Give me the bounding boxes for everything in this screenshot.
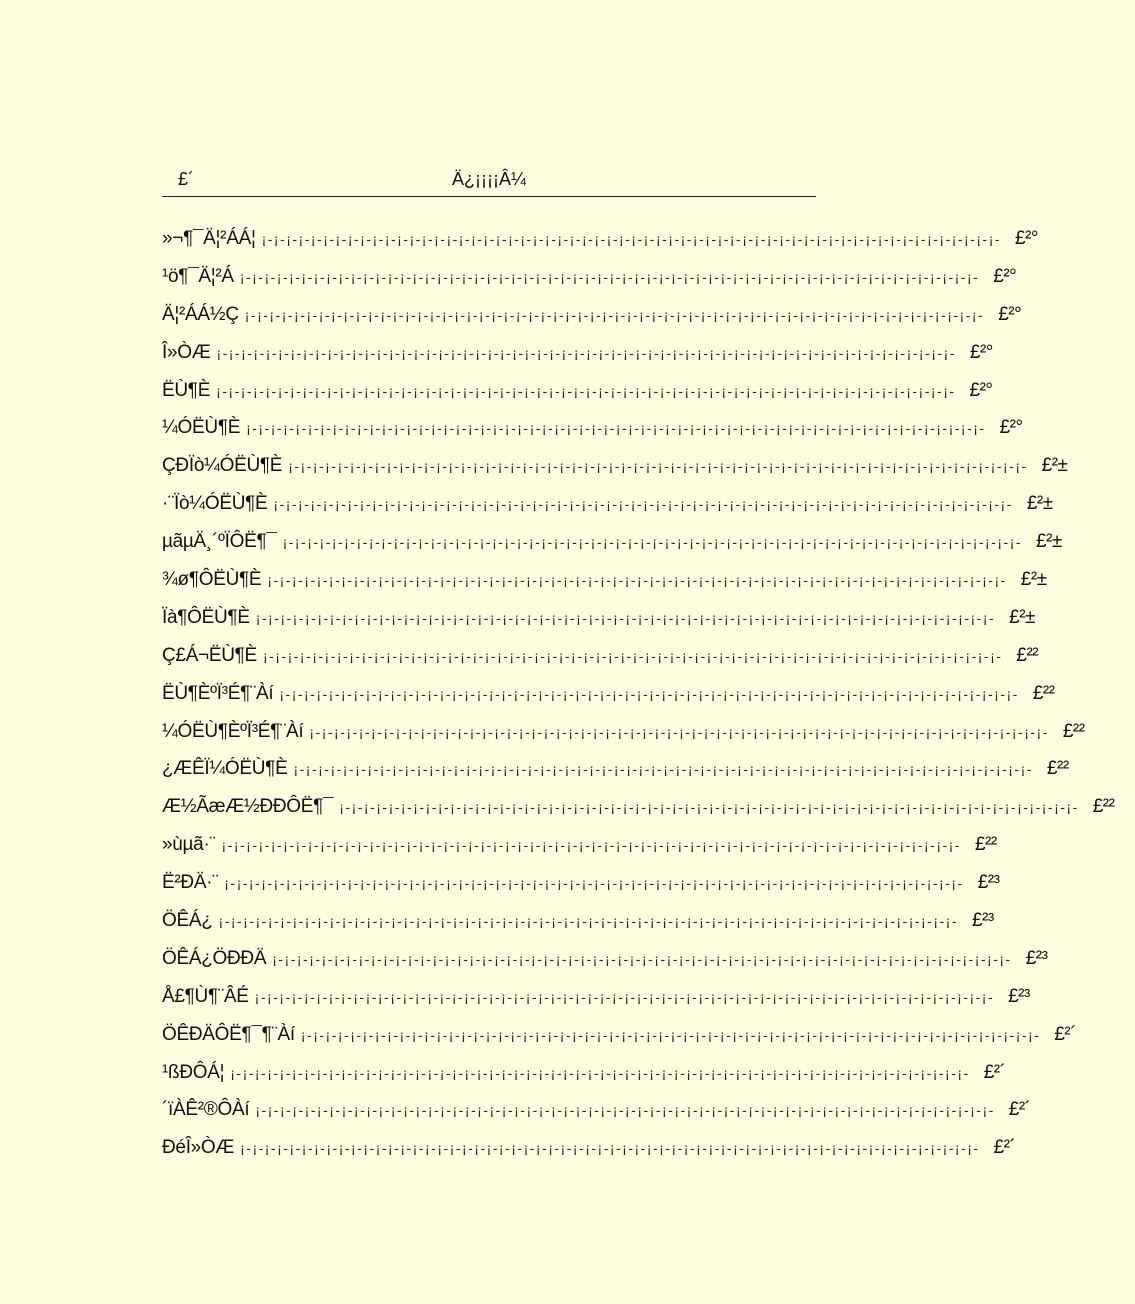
toc-entry[interactable]: [162, 258, 1017, 296]
toc-entry-page: £²°: [993, 265, 1017, 287]
toc-entry-page: £²²: [1032, 682, 1055, 704]
toc-entry[interactable]: [162, 637, 1039, 675]
dot-leader: ¡-¡-¡-¡-¡-¡-¡-¡-¡-¡-¡-¡-¡-¡-¡-¡-¡-¡-¡-¡-¡-¡-¡-¡-¡-¡-¡-¡-¡-¡-¡-¡-¡-¡-¡-¡-¡-¡-¡-¡-¡-¡-¡-¡-¡-¡-¡-¡-¡-¡-¡-¡-¡-¡-¡-¡-¡-¡-¡-¡-: [309, 723, 1049, 740]
toc-entry-page: £²³: [1008, 985, 1030, 1007]
toc-entry-page: £²´: [993, 1137, 1016, 1159]
toc-entry-page: £²±: [1020, 568, 1047, 590]
dot-leader: ¡-¡-¡-¡-¡-¡-¡-¡-¡-¡-¡-¡-¡-¡-¡-¡-¡-¡-¡-¡-¡-¡-¡-¡-¡-¡-¡-¡-¡-¡-¡-¡-¡-¡-¡-¡-¡-¡-¡-¡-¡-¡-¡-¡-¡-¡-¡-¡-¡-¡-¡-¡-¡-¡-¡-¡-¡-¡-¡-¡-: [224, 875, 964, 892]
toc-entry-title: ·¨Ïò¼ÓËÙ¶È: [162, 493, 268, 515]
dot-leader: ¡-¡-¡-¡-¡-¡-¡-¡-¡-¡-¡-¡-¡-¡-¡-¡-¡-¡-¡-¡-¡-¡-¡-¡-¡-¡-¡-¡-¡-¡-¡-¡-¡-¡-¡-¡-¡-¡-¡-¡-¡-¡-¡-¡-¡-¡-¡-¡-¡-¡-¡-¡-¡-¡-¡-¡-¡-¡-¡-¡-: [255, 1102, 995, 1119]
toc-entry-page: £²²: [1046, 758, 1069, 780]
toc-entry-title: Ç£Á¬ËÙ¶È: [162, 644, 257, 666]
header-rule: [162, 196, 816, 197]
toc-entry-page: £²´: [1008, 1099, 1031, 1121]
toc-entry[interactable]: [162, 447, 1068, 485]
toc-entry-page: £²²: [1062, 720, 1085, 742]
toc-entry[interactable]: [162, 902, 994, 940]
toc-entry[interactable]: [162, 713, 1085, 751]
toc-entry-page: £²³: [977, 872, 1000, 894]
toc-entry-page: £²°: [1015, 227, 1039, 249]
toc-entry-title: ¹ßÐÔÁ¦: [162, 1061, 225, 1083]
dot-leader: ¡-¡-¡-¡-¡-¡-¡-¡-¡-¡-¡-¡-¡-¡-¡-¡-¡-¡-¡-¡-¡-¡-¡-¡-¡-¡-¡-¡-¡-¡-¡-¡-¡-¡-¡-¡-¡-¡-¡-¡-¡-¡-¡-¡-¡-¡-¡-¡-¡-¡-¡-¡-¡-¡-¡-¡-¡-¡-¡-¡-: [282, 534, 1023, 551]
toc-entry[interactable]: [162, 296, 1022, 334]
toc-entry-title: ¾ø¶ÔËÙ¶È: [162, 568, 262, 590]
page-title: Ä¿¡¡¡¡Â¼: [452, 169, 526, 189]
toc-entry-title: ÐéÎ»ÒÆ: [162, 1137, 235, 1159]
dot-leader: ¡-¡-¡-¡-¡-¡-¡-¡-¡-¡-¡-¡-¡-¡-¡-¡-¡-¡-¡-¡-¡-¡-¡-¡-¡-¡-¡-¡-¡-¡-¡-¡-¡-¡-¡-¡-¡-¡-¡-¡-¡-¡-¡-¡-¡-¡-¡-¡-¡-¡-¡-¡-¡-¡-¡-¡-¡-¡-¡-¡-: [279, 685, 1019, 702]
dot-leader: ¡-¡-¡-¡-¡-¡-¡-¡-¡-¡-¡-¡-¡-¡-¡-¡-¡-¡-¡-¡-¡-¡-¡-¡-¡-¡-¡-¡-¡-¡-¡-¡-¡-¡-¡-¡-¡-¡-¡-¡-¡-¡-¡-¡-¡-¡-¡-¡-¡-¡-¡-¡-¡-¡-¡-¡-¡-¡-¡-¡-: [267, 571, 1007, 588]
toc-entry[interactable]: [162, 788, 1115, 826]
page-number: £´: [178, 169, 195, 189]
toc-entry-page: £²°: [969, 379, 993, 401]
toc-entry-page: £²²: [1016, 644, 1039, 666]
dot-leader: ¡-¡-¡-¡-¡-¡-¡-¡-¡-¡-¡-¡-¡-¡-¡-¡-¡-¡-¡-¡-¡-¡-¡-¡-¡-¡-¡-¡-¡-¡-¡-¡-¡-¡-¡-¡-¡-¡-¡-¡-¡-¡-¡-¡-¡-¡-¡-¡-¡-¡-¡-¡-¡-¡-¡-¡-¡-¡-¡-¡-: [216, 382, 956, 399]
toc-entry-page: £²³: [971, 909, 994, 931]
toc-entry-page: £²±: [1009, 606, 1035, 628]
toc-entry-title: ´ïÀÊ²®ÔÀí: [162, 1099, 250, 1121]
toc-entry[interactable]: [162, 940, 1048, 978]
toc-entry-title: ÖÊÁ¿: [162, 909, 213, 931]
toc-entry-title: »ùµã·¨: [162, 834, 216, 856]
toc-entry[interactable]: [162, 334, 993, 372]
toc-entry[interactable]: [162, 523, 1062, 561]
dot-leader: ¡-¡-¡-¡-¡-¡-¡-¡-¡-¡-¡-¡-¡-¡-¡-¡-¡-¡-¡-¡-¡-¡-¡-¡-¡-¡-¡-¡-¡-¡-¡-¡-¡-¡-¡-¡-¡-¡-¡-¡-¡-¡-¡-¡-¡-¡-¡-¡-¡-¡-¡-¡-¡-¡-¡-¡-¡-¡-¡-¡-: [240, 1140, 980, 1157]
toc-entry[interactable]: [162, 409, 1023, 447]
toc-entry-title: Æ½ÃæÆ½ÐÐÔË¶¯: [162, 796, 334, 818]
toc-entry-title: Î»ÒÆ: [162, 341, 211, 363]
toc-entry[interactable]: [162, 561, 1047, 599]
dot-leader: ¡-¡-¡-¡-¡-¡-¡-¡-¡-¡-¡-¡-¡-¡-¡-¡-¡-¡-¡-¡-¡-¡-¡-¡-¡-¡-¡-¡-¡-¡-¡-¡-¡-¡-¡-¡-¡-¡-¡-¡-¡-¡-¡-¡-¡-¡-¡-¡-¡-¡-¡-¡-¡-¡-¡-¡-¡-¡-¡-¡-: [246, 420, 986, 437]
toc-entry[interactable]: [162, 864, 1000, 902]
toc-entry-title: ¼ÓËÙ¶ÈºÏ³É¶¨Àí: [162, 720, 304, 742]
dot-leader: ¡-¡-¡-¡-¡-¡-¡-¡-¡-¡-¡-¡-¡-¡-¡-¡-¡-¡-¡-¡-¡-¡-¡-¡-¡-¡-¡-¡-¡-¡-¡-¡-¡-¡-¡-¡-¡-¡-¡-¡-¡-¡-¡-¡-¡-¡-¡-¡-¡-¡-¡-¡-¡-¡-¡-¡-¡-¡-¡-¡-: [262, 647, 1003, 664]
toc-entry[interactable]: [162, 675, 1055, 713]
dot-leader: ¡-¡-¡-¡-¡-¡-¡-¡-¡-¡-¡-¡-¡-¡-¡-¡-¡-¡-¡-¡-¡-¡-¡-¡-¡-¡-¡-¡-¡-¡-¡-¡-¡-¡-¡-¡-¡-¡-¡-¡-¡-¡-¡-¡-¡-¡-¡-¡-¡-¡-¡-¡-¡-¡-¡-¡-¡-¡-¡-¡-: [230, 1064, 970, 1081]
toc-entry[interactable]: [162, 1016, 1077, 1054]
toc-entry-page: £²°: [999, 417, 1023, 439]
toc-entry-page: £²°: [969, 341, 993, 363]
toc-entry[interactable]: [162, 485, 1053, 523]
toc-entry-page: £²±: [1026, 493, 1053, 515]
toc-entry-title: ¼ÓËÙ¶È: [162, 417, 241, 439]
toc-entry-title: ÖÊÐÄÔË¶¯¶¨Àí: [162, 1023, 295, 1045]
toc-entry-page: £²´: [983, 1061, 1006, 1083]
toc-entry-title: »¬¶¯Ä¦²ÁÁ¦: [162, 227, 256, 249]
toc-entry[interactable]: [162, 978, 1030, 1016]
dot-leader: ¡-¡-¡-¡-¡-¡-¡-¡-¡-¡-¡-¡-¡-¡-¡-¡-¡-¡-¡-¡-¡-¡-¡-¡-¡-¡-¡-¡-¡-¡-¡-¡-¡-¡-¡-¡-¡-¡-¡-¡-¡-¡-¡-¡-¡-¡-¡-¡-¡-¡-¡-¡-¡-¡-¡-¡-¡-¡-¡-¡-: [300, 1026, 1041, 1043]
dot-leader: ¡-¡-¡-¡-¡-¡-¡-¡-¡-¡-¡-¡-¡-¡-¡-¡-¡-¡-¡-¡-¡-¡-¡-¡-¡-¡-¡-¡-¡-¡-¡-¡-¡-¡-¡-¡-¡-¡-¡-¡-¡-¡-¡-¡-¡-¡-¡-¡-¡-¡-¡-¡-¡-¡-¡-¡-¡-¡-¡-¡-: [339, 799, 1079, 816]
toc-entry-title: ÇÐÏò¼ÓËÙ¶È: [162, 455, 283, 477]
toc-entry-title: ËÙ¶ÈºÏ³É¶¨Àí: [162, 682, 274, 704]
toc-entry-page: £²³: [1025, 947, 1048, 969]
toc-entry-title: Ë²ÐÄ·¨: [162, 872, 219, 894]
toc-entry-page: £²±: [1041, 455, 1068, 477]
dot-leader: ¡-¡-¡-¡-¡-¡-¡-¡-¡-¡-¡-¡-¡-¡-¡-¡-¡-¡-¡-¡-¡-¡-¡-¡-¡-¡-¡-¡-¡-¡-¡-¡-¡-¡-¡-¡-¡-¡-¡-¡-¡-¡-¡-¡-¡-¡-¡-¡-¡-¡-¡-¡-¡-¡-¡-¡-¡-¡-¡-¡-: [255, 609, 996, 626]
toc-entry-title: µãµÄ¸´ºÏÔË¶¯: [162, 531, 277, 553]
dot-leader: ¡-¡-¡-¡-¡-¡-¡-¡-¡-¡-¡-¡-¡-¡-¡-¡-¡-¡-¡-¡-¡-¡-¡-¡-¡-¡-¡-¡-¡-¡-¡-¡-¡-¡-¡-¡-¡-¡-¡-¡-¡-¡-¡-¡-¡-¡-¡-¡-¡-¡-¡-¡-¡-¡-¡-¡-¡-¡-¡-¡-: [254, 988, 995, 1005]
dot-leader: ¡-¡-¡-¡-¡-¡-¡-¡-¡-¡-¡-¡-¡-¡-¡-¡-¡-¡-¡-¡-¡-¡-¡-¡-¡-¡-¡-¡-¡-¡-¡-¡-¡-¡-¡-¡-¡-¡-¡-¡-¡-¡-¡-¡-¡-¡-¡-¡-¡-¡-¡-¡-¡-¡-¡-¡-¡-¡-¡-¡-: [272, 950, 1012, 967]
toc-entry-page: £²°: [998, 303, 1022, 325]
toc-entry-title: Ïà¶ÔËÙ¶È: [162, 606, 250, 628]
dot-leader: ¡-¡-¡-¡-¡-¡-¡-¡-¡-¡-¡-¡-¡-¡-¡-¡-¡-¡-¡-¡-¡-¡-¡-¡-¡-¡-¡-¡-¡-¡-¡-¡-¡-¡-¡-¡-¡-¡-¡-¡-¡-¡-¡-¡-¡-¡-¡-¡-¡-¡-¡-¡-¡-¡-¡-¡-¡-¡-¡-¡-: [216, 344, 956, 361]
toc-entry-title: ¹ö¶¯Ä¦²Á: [162, 265, 234, 287]
table-of-contents: [162, 220, 1115, 1167]
toc-entry-title: Ä¦²ÁÁ½Ç: [162, 303, 239, 325]
dot-leader: ¡-¡-¡-¡-¡-¡-¡-¡-¡-¡-¡-¡-¡-¡-¡-¡-¡-¡-¡-¡-¡-¡-¡-¡-¡-¡-¡-¡-¡-¡-¡-¡-¡-¡-¡-¡-¡-¡-¡-¡-¡-¡-¡-¡-¡-¡-¡-¡-¡-¡-¡-¡-¡-¡-¡-¡-¡-¡-¡-¡-: [218, 912, 958, 929]
toc-entry[interactable]: [162, 220, 1039, 258]
page-header: [162, 166, 816, 196]
toc-entry-title: ËÙ¶È: [162, 379, 211, 401]
toc-entry[interactable]: [162, 1091, 1031, 1129]
dot-leader: ¡-¡-¡-¡-¡-¡-¡-¡-¡-¡-¡-¡-¡-¡-¡-¡-¡-¡-¡-¡-¡-¡-¡-¡-¡-¡-¡-¡-¡-¡-¡-¡-¡-¡-¡-¡-¡-¡-¡-¡-¡-¡-¡-¡-¡-¡-¡-¡-¡-¡-¡-¡-¡-¡-¡-¡-¡-¡-¡-¡-: [273, 496, 1013, 513]
toc-entry-title: ¿ÆÊÏ¼ÓËÙ¶È: [162, 758, 288, 780]
toc-entry-title: ÖÊÁ¿ÖÐÐÄ: [162, 947, 267, 969]
toc-entry[interactable]: [162, 599, 1035, 637]
toc-entry[interactable]: [162, 1129, 1016, 1167]
toc-entry-title: Å£¶Ù¶¨ÂÉ: [162, 985, 249, 1007]
toc-entry-page: £²²: [1092, 796, 1115, 818]
toc-entry[interactable]: [162, 372, 993, 410]
dot-leader: ¡-¡-¡-¡-¡-¡-¡-¡-¡-¡-¡-¡-¡-¡-¡-¡-¡-¡-¡-¡-¡-¡-¡-¡-¡-¡-¡-¡-¡-¡-¡-¡-¡-¡-¡-¡-¡-¡-¡-¡-¡-¡-¡-¡-¡-¡-¡-¡-¡-¡-¡-¡-¡-¡-¡-¡-¡-¡-¡-¡-: [261, 230, 1002, 247]
toc-entry[interactable]: [162, 750, 1069, 788]
toc-entry[interactable]: [162, 826, 997, 864]
dot-leader: ¡-¡-¡-¡-¡-¡-¡-¡-¡-¡-¡-¡-¡-¡-¡-¡-¡-¡-¡-¡-¡-¡-¡-¡-¡-¡-¡-¡-¡-¡-¡-¡-¡-¡-¡-¡-¡-¡-¡-¡-¡-¡-¡-¡-¡-¡-¡-¡-¡-¡-¡-¡-¡-¡-¡-¡-¡-¡-¡-¡-: [293, 761, 1033, 778]
toc-entry-page: £²±: [1036, 531, 1062, 553]
dot-leader: ¡-¡-¡-¡-¡-¡-¡-¡-¡-¡-¡-¡-¡-¡-¡-¡-¡-¡-¡-¡-¡-¡-¡-¡-¡-¡-¡-¡-¡-¡-¡-¡-¡-¡-¡-¡-¡-¡-¡-¡-¡-¡-¡-¡-¡-¡-¡-¡-¡-¡-¡-¡-¡-¡-¡-¡-¡-¡-¡-¡-: [221, 837, 961, 854]
toc-entry-page: £²´: [1054, 1023, 1077, 1045]
dot-leader: ¡-¡-¡-¡-¡-¡-¡-¡-¡-¡-¡-¡-¡-¡-¡-¡-¡-¡-¡-¡-¡-¡-¡-¡-¡-¡-¡-¡-¡-¡-¡-¡-¡-¡-¡-¡-¡-¡-¡-¡-¡-¡-¡-¡-¡-¡-¡-¡-¡-¡-¡-¡-¡-¡-¡-¡-¡-¡-¡-¡-: [239, 268, 980, 285]
toc-entry-page: £²²: [974, 834, 997, 856]
dot-leader: ¡-¡-¡-¡-¡-¡-¡-¡-¡-¡-¡-¡-¡-¡-¡-¡-¡-¡-¡-¡-¡-¡-¡-¡-¡-¡-¡-¡-¡-¡-¡-¡-¡-¡-¡-¡-¡-¡-¡-¡-¡-¡-¡-¡-¡-¡-¡-¡-¡-¡-¡-¡-¡-¡-¡-¡-¡-¡-¡-¡-: [244, 306, 985, 323]
toc-entry[interactable]: [162, 1054, 1006, 1092]
dot-leader: ¡-¡-¡-¡-¡-¡-¡-¡-¡-¡-¡-¡-¡-¡-¡-¡-¡-¡-¡-¡-¡-¡-¡-¡-¡-¡-¡-¡-¡-¡-¡-¡-¡-¡-¡-¡-¡-¡-¡-¡-¡-¡-¡-¡-¡-¡-¡-¡-¡-¡-¡-¡-¡-¡-¡-¡-¡-¡-¡-¡-: [288, 458, 1028, 475]
